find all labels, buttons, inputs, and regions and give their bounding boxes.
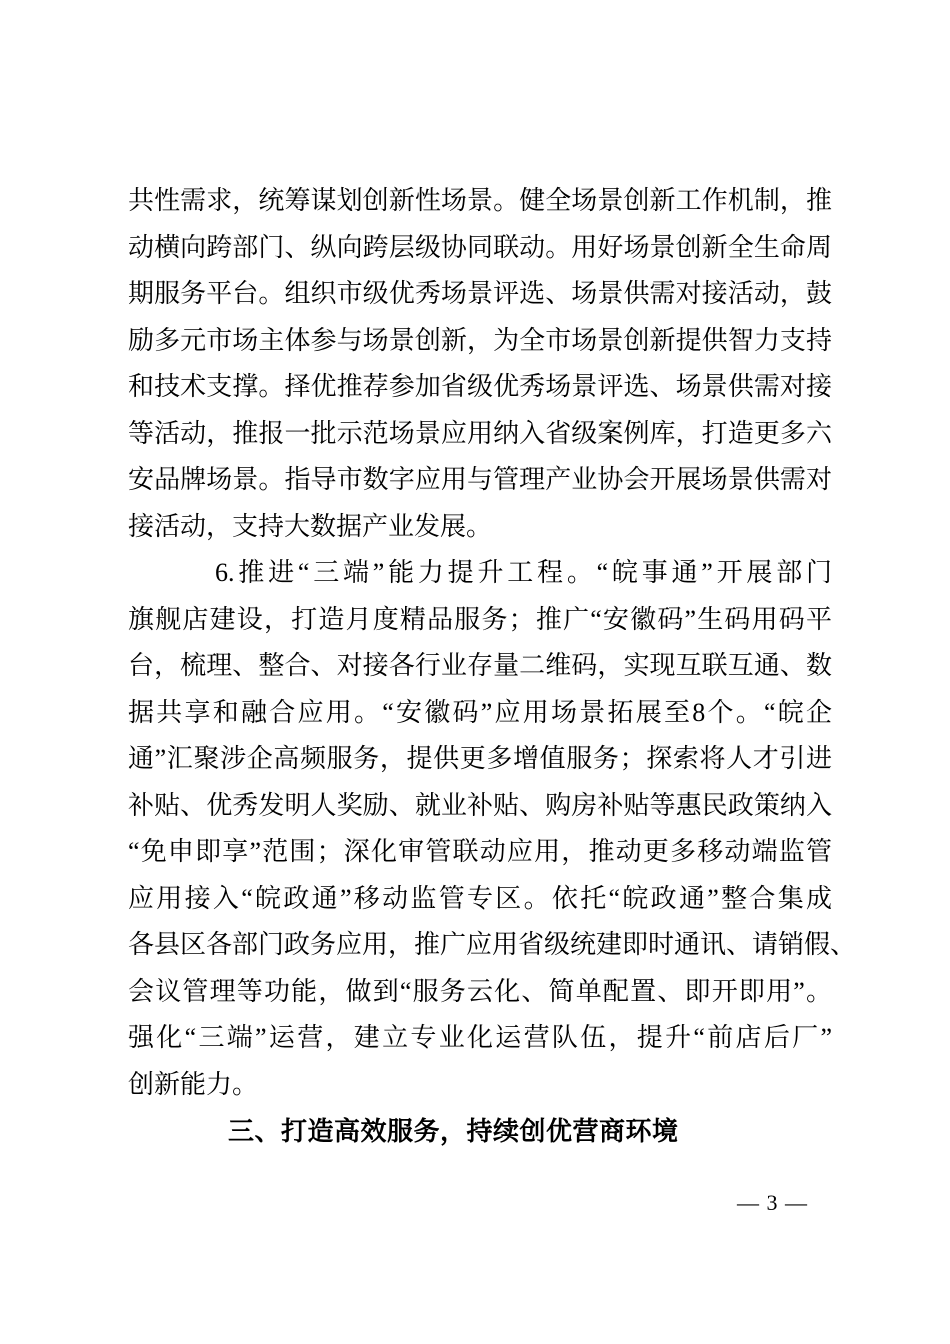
text-line: 和技术支撑。择优推荐参加省级优秀场景评选、场景供需对接	[128, 372, 832, 401]
text-line: 强化“三端”运营，建立专业化运营队伍，提升“前店后厂”	[128, 1023, 832, 1052]
text-line: 创新能力。	[128, 1069, 259, 1099]
text-line: 旗舰店建设，打造月度精品服务；推广“安徽码”生码用码平	[128, 604, 832, 634]
text-line: 接活动，支持大数据产业发展。	[128, 511, 493, 541]
text-line: “免申即享”范围；深化审管联动应用，推动更多移动端监管	[128, 837, 832, 866]
text-line: 共性需求，统筹谋划创新性场景。健全场景创新工作机制，推	[128, 186, 832, 215]
text-line: 安品牌场景。指导市数字应用与管理产业协会开展场景供需对	[128, 465, 832, 494]
text-line: 各县区各部门政务应用，推广应用省级统建即时通讯、请销假、	[128, 930, 857, 959]
text-line: 励多元市场主体参与场景创新，为全市场景创新提供智力支持	[128, 325, 832, 355]
text-line: 等活动，推报一批示范场景应用纳入省级案例库，打造更多六	[128, 418, 832, 448]
text-line: 应用接入“皖政通”移动监管专区。依托“皖政通”整合集成	[128, 883, 832, 913]
page-number: — 3 —	[737, 1190, 808, 1215]
section-heading: 三、打造高效服务，持续创优营商环境	[228, 1116, 679, 1146]
text-line: 据共享和融合应用。“安徽码”应用场景拓展至8个。“皖企	[128, 697, 832, 727]
text-line: 通”汇聚涉企高频服务，提供更多增值服务；探索将人才引进	[128, 744, 832, 773]
text-line: 会议管理等功能，做到“服务云化、简单配置、即开即用”。	[128, 976, 832, 1006]
text-line: 动横向跨部门、纵向跨层级协同联动。用好场景创新全生命周	[128, 232, 832, 262]
text-line: 期服务平台。组织市级优秀场景评选、场景供需对接活动，鼓	[128, 279, 832, 308]
text-line: 补贴、优秀发明人奖励、就业补贴、购房补贴等惠民政策纳入	[128, 790, 832, 820]
text-line: 台，梳理、整合、对接各行业存量二维码，实现互联互通、数	[128, 651, 832, 680]
body-text	[128, 178, 857, 1155]
text-line: 6.推进“三端”能力提升工程。“皖事通”开展部门	[215, 558, 832, 587]
